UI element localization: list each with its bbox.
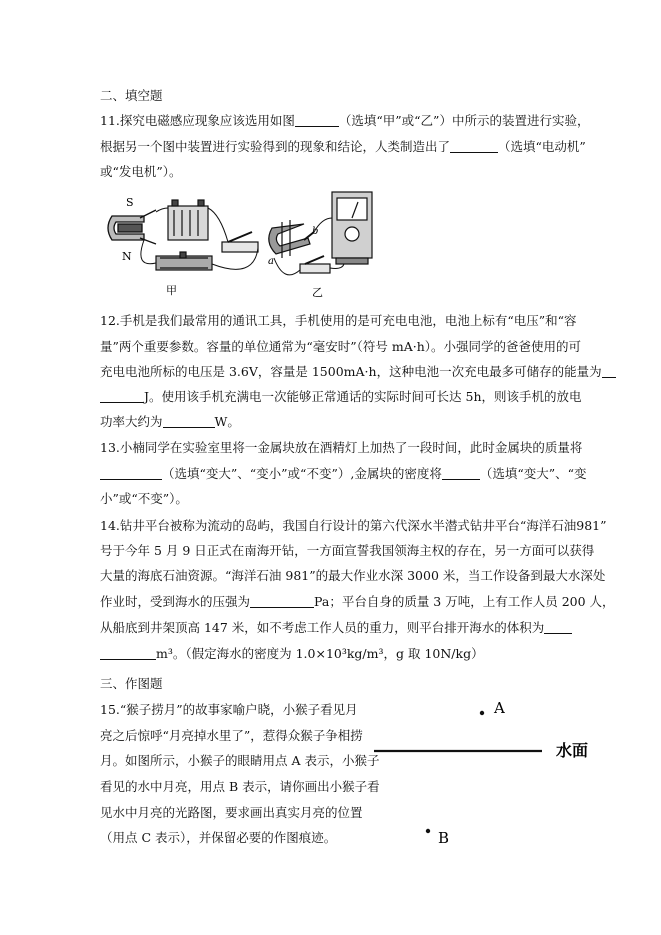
q13-text: （选填“变大”、“变 [479,466,587,481]
q11-blank-2[interactable] [450,140,498,153]
galvanometer-yi [332,192,372,264]
q13-line-3: 小”或“不变”）。 [100,491,188,506]
q14-line-4 [100,594,615,610]
q15-line-5: 见水中月亮的光路图，要求画出真实月亮的位置 [100,805,363,820]
q15-line-2: 亮之后惊呼“月亮掉水里了”，惹得众猴子争相捞 [100,728,363,743]
label-S: S [126,196,134,209]
q12-blank-1a[interactable] [602,365,616,378]
q12-line-2: 量”两个重要参数。容量的单位通常为“毫安时”（符号 mA·h）。小强同学的爸爸使用的可 [100,339,582,354]
q13-blank-1[interactable] [100,467,162,480]
q12-text: W。 [214,414,240,429]
q15-line-1: 15.“猴子捞月”的故事家喻户晓，小猴子看见月 [100,702,358,717]
q15-line-4: 看见的水中月亮，用点 B 表示，请你画出小猴子看 [100,779,380,794]
label-water-surface: 水面 [556,741,589,760]
label-a: a [268,256,274,267]
q14-line-1: 14.钻井平台被称为流动的岛屿，我国自行设计的第六代深水半潜式钻井平台“海洋石油981” [100,518,607,533]
q11-text: 11.探究电磁感应现象应该选用如图 [100,113,295,128]
q11-blank-1[interactable] [295,114,339,127]
q13-line-1: 13.小楠同学在实验室里将一金属块放在酒精灯上加热了一段时间，此时金属块的质量将 [100,440,583,455]
label-b: b [312,226,319,237]
q11-text: （选填“电动机” [498,139,586,154]
battery-jia [168,200,208,240]
q14-blank-2b[interactable] [100,647,156,660]
q14-line-3: 大量的海底石油资源。“海洋石油 981”的最大作业水深 3000 米，当工作设备到最大水深处 [100,568,606,583]
q14-text: 从船底到井架顶高 147 米，如不考虑工作人员的重力，则平台排开海水的体积为 [100,620,545,635]
label-A: A [494,699,505,717]
q12-line-5 [100,414,240,430]
q14-line-2: 号于今年 5 月 9 日正式在南海开钻，一方面宣誓我国领海主权的存在，另一方面可以获得 [100,543,595,558]
label-jia: 甲 [166,284,177,297]
q14-line-6 [100,646,484,662]
label-N: N [122,250,132,263]
rheostat-jia [156,252,212,270]
q11-line-3: 或“发电机”）。 [100,164,182,179]
q11-text: （选填“甲”或“乙”）中所示的装置进行实验， [338,113,590,128]
q12-text: 充电电池所标的电压是 3.6V，容量是 1500mA·h，这种电池一次充电最多可储存的能量为 [100,364,602,379]
q12-blank-2[interactable] [163,415,215,428]
q11-line-2 [100,139,586,155]
q12-text: 功率大约为 [100,414,163,429]
q12-line-1: 12.手机是我们最常用的通讯工具，手机使用的是可充电电池，电池上标有“电压”和“容 [100,313,577,328]
q13-text: （选填“变大”、“变小”或“不变”）,金属块的密度将 [162,466,442,481]
q13-blank-2[interactable] [442,467,480,480]
q14-text: m³。（假定海水的密度为 1.0×10³kg/m³，g 取 10N/kg） [156,646,484,661]
q14-text: Pa；平台自身的质量 3 万吨，上有工作人员 200 人， [314,594,615,609]
q11-line-1 [100,113,589,129]
q15-diagram [370,695,610,855]
q11-text: 根据另一个图中装置进行实验得到的现象和结论，人类制造出了 [100,139,451,154]
q12-line-4 [100,389,582,405]
q14-blank-1[interactable] [250,595,314,608]
switch-yi [300,256,330,273]
switch-jia [222,232,258,252]
q12-blank-1b[interactable] [100,390,144,403]
q11-figure [104,188,384,300]
label-yi: 乙 [312,286,323,299]
q15-line-6: （用点 C 表示），并保留必要的作图痕迹。 [100,830,337,845]
label-B: B [438,829,450,847]
q13-line-2 [100,466,587,482]
section-heading-fill: 二、填空题 [100,88,163,103]
q14-text: 作业时，受到海水的压强为 [100,594,251,609]
point-B [426,829,430,833]
point-A [480,711,484,715]
q14-blank-2a[interactable] [544,621,572,634]
q12-text: J。使用该手机充满电一次能够正常通话的实际时间可长达 5h，则该手机的放电 [144,389,582,404]
q12-line-3 [100,364,616,380]
horseshoe-magnet-jia [108,210,156,244]
q14-line-5 [100,620,572,636]
section-heading-draw: 三、作图题 [100,676,163,691]
q15-line-3: 月。如图所示，小猴子的眼睛用点 A 表示，小猴子 [100,753,380,768]
